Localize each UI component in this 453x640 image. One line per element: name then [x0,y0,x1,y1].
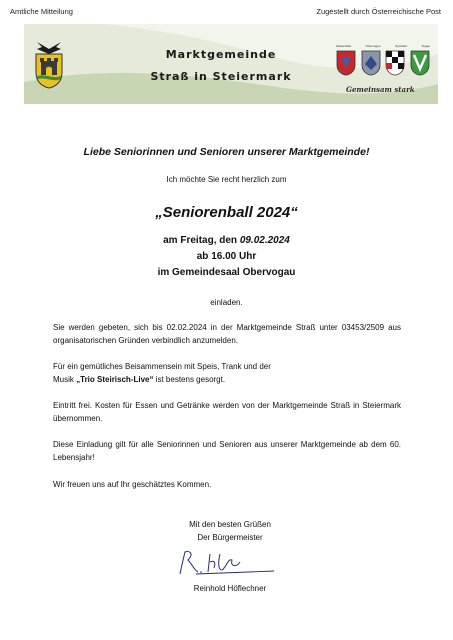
checkered-shield-crest-icon [385,50,405,76]
district-crests [336,44,430,76]
crest-label: Vogau [421,44,430,48]
date-value: 09.02.2024 [239,235,290,246]
crest-label: Weitersfeld [336,44,351,48]
invite-text: einladen. [210,298,243,307]
event-time: ab 16.00 Uhr [196,251,257,262]
red-shield-crest-icon [336,50,356,76]
crest-label: Obervogau [365,44,381,48]
crest-label: Spielfeld [395,44,407,48]
signatory-role: Der Bürgermeister [197,533,263,542]
registration-paragraph: Sie werden gebeten, sich bis 02.02.2024 in der Marktgemeinde Straß unter 03453/2509 aus organisatorischen Gründen verbindlich anzumelden. [53,323,401,345]
intro-text: Ich möchte Sie recht herzlich zum [166,175,287,184]
eligibility-paragraph: Diese Einladung gilt für alle Seniorinnen und Senioren aus unserer Marktgemeinde ab dem 60. Lebensjahr! [53,440,401,462]
official-notice-label: Amtliche Mitteilung [10,7,73,16]
town-crest-icon [34,37,64,89]
music-suffix: ist bestens gesorgt. [153,374,226,384]
admission-paragraph: Eintritt frei. Kosten für Essen und Getränke werden von der Marktgemeinde Straß in Steiermark übernommen. [53,401,401,423]
municipality-title-line1: Marktgemeinde [165,48,277,61]
greeting-heading: Liebe Seniorinnen und Senioren unserer Marktgemeinde! [83,146,370,158]
signatory-name: Reinhold Höflechner [193,584,267,593]
event-title: „Seniorenball 2024“ [155,204,298,221]
date-prefix: am Freitag, den [163,235,240,246]
header-banner [24,24,438,104]
handwritten-signature-icon [176,548,276,578]
music-line1: Für ein gemütliches Beisammensein mit Speis, Trank und der [53,362,271,371]
music-paragraph [53,361,401,386]
gray-shield-crest-icon [361,50,381,76]
motto-text: Gemeinsam stark [346,85,415,94]
postal-delivery-label: Zugestellt durch Österreichische Post [316,7,441,16]
green-shield-crest-icon [410,50,430,76]
music-prefix: Musik [53,374,77,384]
band-name: „Trio Steirisch-Live“ [76,374,154,384]
municipality-title-line2: Straß in Steiermark [150,70,292,83]
closing-paragraph: Wir freuen uns auf Ihr geschätztes Kommen. [53,480,212,489]
closing-salutation: Mit den besten Grüßen [189,520,271,529]
event-date [0,235,453,246]
event-venue: im Gemeindesaal Obervogau [157,267,296,278]
